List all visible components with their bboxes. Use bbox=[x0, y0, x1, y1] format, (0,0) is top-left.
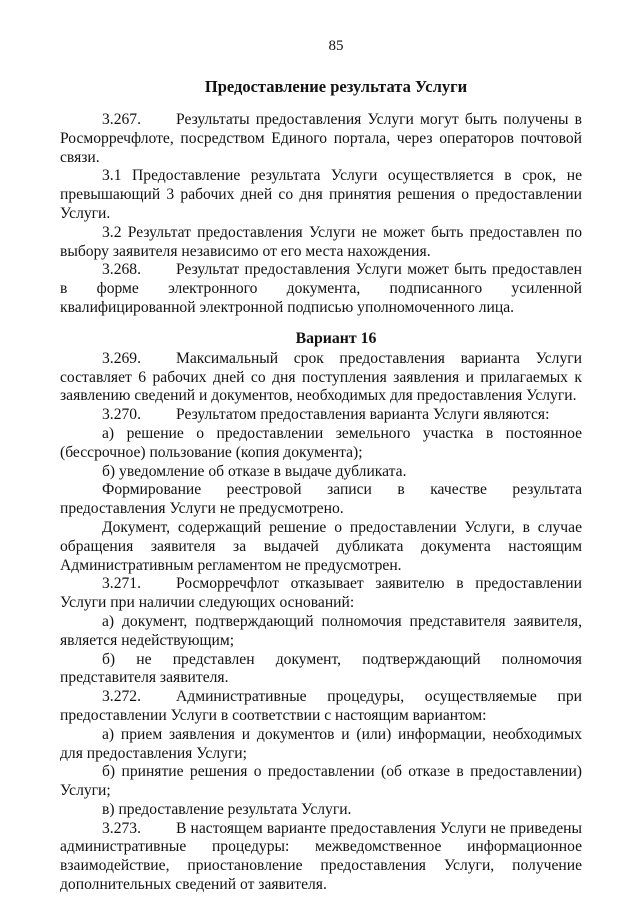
clause-number: 3.271. bbox=[102, 575, 141, 593]
paragraph-text: Результат предоставления Услуги может быть предоставлен в форме электронного документа, подписанного усиленной квалифицированной электронной подписью уполномоченного лица. bbox=[60, 261, 582, 316]
paragraph bbox=[60, 519, 582, 575]
paragraph-text: В настоящем варианте предоставления Услуги не приведены административные процедуры: межведомственное информационное взаимодействие, приостановление предоставления Услуги, получение дополнительных сведений от заявителя. bbox=[60, 819, 582, 894]
paragraph-text: б) уведомление об отказе в выдаче дубликата. bbox=[102, 462, 407, 480]
paragraph bbox=[60, 481, 582, 519]
paragraph bbox=[60, 575, 582, 613]
paragraph-text: б) принятие решения о предоставлении (об отказе в предоставлении) Услуги; bbox=[60, 763, 582, 800]
paragraph bbox=[60, 763, 582, 801]
paragraph bbox=[60, 651, 582, 689]
paragraph-text: Формирование реестровой записи в качестве результата предоставления Услуги не предусмотрено. bbox=[60, 481, 582, 518]
section-title: Предоставление результата Услуги bbox=[204, 77, 468, 96]
paragraph bbox=[60, 261, 582, 317]
paragraph-text: Максимальный срок предоставления варианта Услуги составляет 6 рабочих дней со дня поступления заявления и прилагаемых к заявлению сведений и документов, необходимых для предоставления Услуги. bbox=[60, 349, 582, 405]
section-body bbox=[60, 111, 582, 318]
clause-number: 3.269. bbox=[102, 349, 141, 367]
paragraph-text: в) предоставление результата Услуги. bbox=[102, 800, 352, 818]
paragraph bbox=[60, 613, 582, 651]
paragraph bbox=[60, 425, 582, 463]
paragraph-text: Документ, содержащий решение о предоставлении Услуги, в случае обращения заявителя за выдачей дубликата документа настоящим Административным регламентом не предусмотрен. bbox=[60, 518, 582, 574]
paragraph bbox=[60, 350, 582, 406]
paragraph-text: 3.2 Результат предоставления Услуги не может быть предоставлен по выбору заявителя независимо от его места нахождения. bbox=[60, 223, 582, 260]
paragraph bbox=[60, 820, 582, 895]
paragraph bbox=[60, 688, 582, 726]
paragraph bbox=[60, 224, 582, 262]
paragraph bbox=[60, 167, 582, 223]
paragraph-text: Результаты предоставления Услуги могут быть получены в Росморречфлоте, посредством Единого портала, через операторов почтовой связи. bbox=[60, 111, 582, 166]
variant-body bbox=[60, 350, 582, 895]
paragraph-text: а) решение о предоставлении земельного участка в постоянное (бессрочное) пользование (копия документа); bbox=[60, 424, 582, 461]
paragraph-text: а) прием заявления и документов и (или) информации, необходимых для предоставления Услуги; bbox=[60, 725, 582, 762]
clause-number: 3.267. bbox=[102, 111, 141, 128]
variant-title: Вариант 16 bbox=[295, 329, 377, 347]
paragraph bbox=[60, 463, 582, 482]
paragraph-text: Росморречфлот отказывает заявителю в предоставлении Услуги при наличии следующих оснований: bbox=[60, 575, 582, 612]
page-number: 85 bbox=[328, 38, 344, 54]
paragraph bbox=[60, 111, 582, 167]
paragraph-text: б) не представлен документ, подтверждающий полномочия представителя заявителя. bbox=[60, 650, 582, 687]
paragraph-text: Результатом предоставления варианта Услуги являются: bbox=[176, 406, 550, 424]
paragraph bbox=[60, 801, 582, 820]
clause-number: 3.268. bbox=[102, 261, 141, 279]
paragraph-text: 3.1 Предоставление результата Услуги осуществляется в срок, не превышающий 3 рабочих дней со дня принятия решения о предоставлении Услуги. bbox=[60, 167, 582, 222]
paragraph bbox=[60, 726, 582, 764]
clause-number: 3.273. bbox=[102, 819, 141, 837]
paragraph bbox=[60, 406, 582, 425]
clause-number: 3.270. bbox=[102, 406, 141, 424]
clause-number: 3.272. bbox=[102, 688, 141, 706]
paragraph-text: а) документ, подтверждающий полномочия представителя заявителя, является недействующим; bbox=[60, 612, 582, 649]
paragraph-text: Административные процедуры, осуществляемые при предоставлении Услуги в соответствии с настоящим вариантом: bbox=[60, 688, 582, 724]
